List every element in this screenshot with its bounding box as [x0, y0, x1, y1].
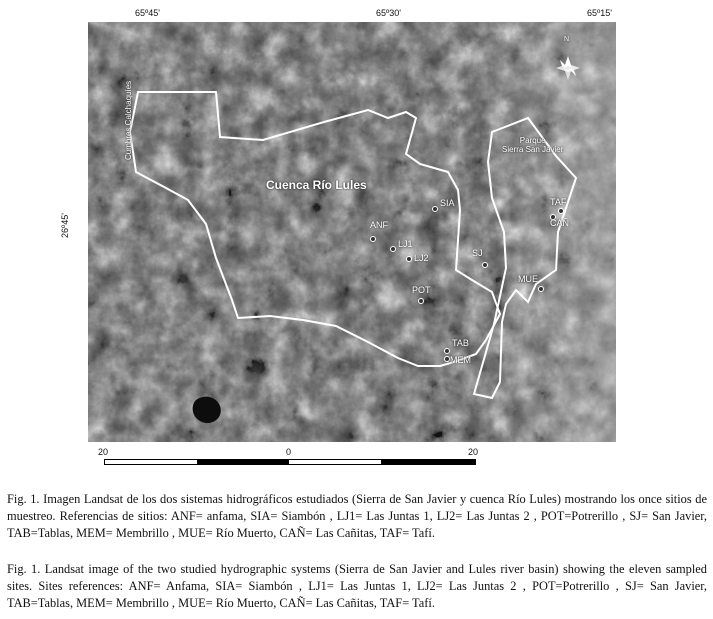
- site-marker-mue: [538, 286, 544, 292]
- scale-bar-black-segment: [197, 460, 289, 464]
- longitude-label-east: 65º15': [587, 8, 613, 18]
- site-marker-lj2: [406, 256, 412, 262]
- region-label: Cuenca Río Lules: [266, 178, 367, 192]
- site-label-mem: MEM: [450, 355, 471, 365]
- scale-label-right: 20: [468, 447, 479, 457]
- terrain-layer: [88, 22, 616, 442]
- site-marker-pot: [418, 298, 424, 304]
- scale-label-center: 0: [286, 447, 292, 457]
- park-label-line1: Parque: [519, 136, 546, 145]
- site-label-mue: MUE: [518, 274, 538, 284]
- landsat-map: [88, 22, 616, 442]
- latitude-label: 26º45': [60, 212, 70, 238]
- caption-english: Fig. 1. Landsat image of the two studied hydrographic systems (Sierra de San Javier and Lules river basin) showing the eleven sampled sites. Sites references: ANF= Anfama, SIA= Siambón , LJ1= Las Juntas 1, LJ2= Las Juntas 2 , POT=Potrerillo , SJ= San Javier, TAB=Tablas, MEM= Membrillo , MUE= Río Muerto, CAÑ= Las Cañitas, TAF= Tafí.: [7, 562, 707, 610]
- site-label-tab: TAB: [452, 338, 469, 348]
- park-label-line2: Sierra San Javier: [502, 145, 564, 154]
- park-label: [502, 136, 563, 154]
- site-label-lj2: LJ2: [414, 253, 429, 263]
- scale-label-left: 20: [98, 447, 109, 457]
- scale-bar: [104, 459, 476, 465]
- longitude-label-center: 65º30': [376, 8, 402, 18]
- site-marker-tab: [444, 348, 450, 354]
- longitude-label-west: 65º45': [135, 8, 161, 18]
- site-label-pot: POT: [412, 285, 431, 295]
- site-label-sia: SIA: [440, 198, 455, 208]
- scale-bar-black-segment: [381, 460, 475, 464]
- site-label-anf: ANF: [370, 220, 388, 230]
- site-label-can: CAÑ: [550, 218, 570, 228]
- site-marker-lj1: [390, 246, 396, 252]
- site-label-taf: TAF: [550, 197, 567, 207]
- site-marker-sia: [432, 206, 438, 212]
- caption-spanish: Fig. 1. Imagen Landsat de los dos sistemas hidrográficos estudiados (Sierra de San Javier y cuenca Río Lules) mostrando los once sitios de muestreo. Referencias de sitios: ANF= anfama, SIA= Siambón , LJ1= Las Juntas 1, LJ2= Las Juntas 2 , POT=Potrerillo , SJ= San Javier, TAB=Tablas, MEM= Membrillo , MUE= Río Muerto, CAÑ= Las Cañitas, TAF= Tafí.: [7, 492, 707, 540]
- site-marker-anf: [370, 236, 376, 242]
- site-marker-taf: [558, 208, 564, 214]
- site-marker-sj: [482, 262, 488, 268]
- site-label-lj1: LJ1: [398, 239, 413, 249]
- site-label-sj: SJ: [472, 248, 483, 258]
- north-label: N: [564, 36, 570, 43]
- cumbres-label: Cumbres Calchaquíes: [124, 80, 133, 160]
